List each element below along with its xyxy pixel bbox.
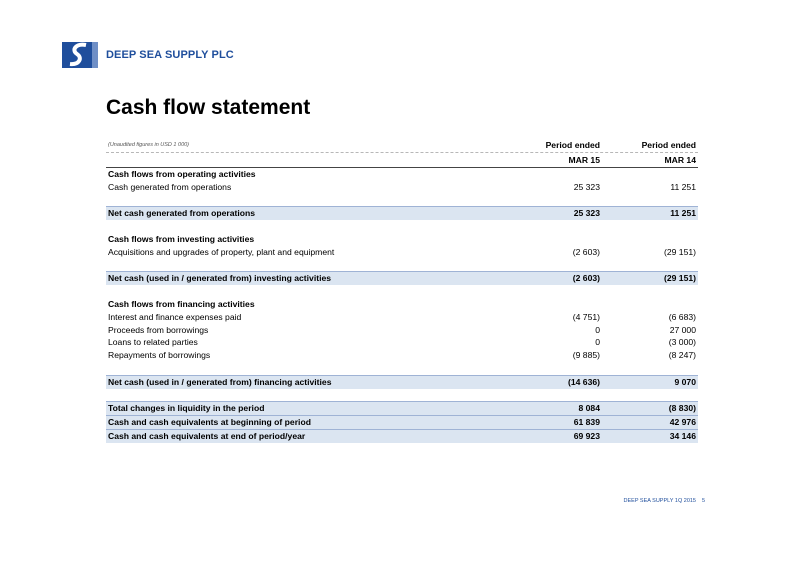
row-value-mar15: (14 636) [567, 376, 600, 387]
row-label: Cash and cash equivalents at end of period/year [108, 430, 306, 441]
row-value-mar15: 25 323 [573, 208, 600, 219]
row-label: Loans to related parties [108, 337, 198, 348]
subtotal-row [106, 206, 698, 220]
row-label: Net cash generated from operations [108, 208, 256, 219]
row-value-mar15: 25 323 [573, 181, 600, 192]
section-heading [106, 233, 698, 246]
row-value-mar14: (29 151) [663, 246, 696, 257]
total-row [106, 401, 698, 415]
section-heading [106, 298, 698, 311]
row-label: Cash flows from operating activities [108, 169, 256, 179]
row-value-mar14: 9 070 [674, 376, 696, 387]
row-value-mar14: 11 251 [670, 208, 696, 219]
table-row [106, 311, 698, 324]
table-row [106, 349, 698, 362]
row-value-mar14: 27 000 [669, 324, 696, 335]
row-value-mar15: (2 603) [572, 246, 600, 257]
col1-header-bottom: MAR 15 [568, 155, 600, 165]
table-row [106, 324, 698, 337]
col2-header-top: Period ended [641, 140, 696, 150]
col1-header-top: Period ended [545, 140, 600, 150]
row-label: Interest and finance expenses paid [108, 311, 242, 322]
subtotal-row [106, 375, 698, 389]
page-title: Cash flow statement [106, 96, 311, 119]
cash-flow-table [106, 139, 698, 443]
row-label: Cash flows from financing activities [108, 298, 255, 309]
table-header-row [106, 139, 698, 153]
row-value-mar14: (8 247) [668, 350, 696, 361]
total-row [106, 429, 698, 443]
table-row [106, 336, 698, 349]
row-label: Acquisitions and upgrades of property, plant and equipment [108, 246, 335, 257]
row-value-mar14: 42 976 [669, 417, 696, 428]
row-label: Net cash (used in / generated from) financing activities [108, 376, 332, 387]
row-value-mar15: 8 084 [578, 403, 600, 414]
row-value-mar15: (2 603) [572, 273, 600, 284]
row-value-mar14: (8 830) [668, 403, 696, 414]
row-value-mar15: 0 [595, 337, 600, 348]
row-label: Cash and cash equivalents at beginning of period [108, 417, 311, 428]
row-label: Cash generated from operations [108, 181, 232, 192]
row-value-mar15: 0 [595, 324, 600, 335]
footer-text: DEEP SEA SUPPLY 1Q 2015 [623, 498, 696, 504]
table-header-row-period [106, 153, 698, 168]
row-value-mar15: 61 839 [573, 417, 600, 428]
col2-header-bottom: MAR 14 [664, 155, 696, 165]
row-value-mar14: (3 000) [668, 337, 696, 348]
company-logo [62, 40, 100, 70]
row-value-mar14: (6 683) [668, 311, 696, 322]
table-row [106, 246, 698, 259]
page-number: 5 [702, 498, 706, 504]
units-note: (Unaudited figures in USD 1 000) [108, 142, 190, 148]
row-label: Repayments of borrowings [108, 350, 211, 361]
row-value-mar14: 34 146 [669, 430, 696, 441]
row-value-mar15: (4 751) [572, 311, 600, 322]
company-name: DEEP SEA SUPPLY PLC [106, 49, 234, 61]
subtotal-row [106, 271, 698, 285]
row-label: Cash flows from investing activities [108, 233, 255, 244]
section-heading [106, 168, 698, 181]
total-row [106, 415, 698, 429]
row-label: Total changes in liquidity in the period [108, 403, 265, 414]
table-row [106, 181, 698, 194]
row-label: Proceeds from borrowings [108, 324, 209, 335]
row-value-mar14: 11 251 [670, 181, 696, 192]
row-value-mar14: (29 151) [663, 273, 696, 284]
row-label: Net cash (used in / generated from) investing activities [108, 273, 332, 284]
row-value-mar15: (9 885) [572, 350, 600, 361]
row-value-mar15: 69 923 [573, 430, 600, 441]
